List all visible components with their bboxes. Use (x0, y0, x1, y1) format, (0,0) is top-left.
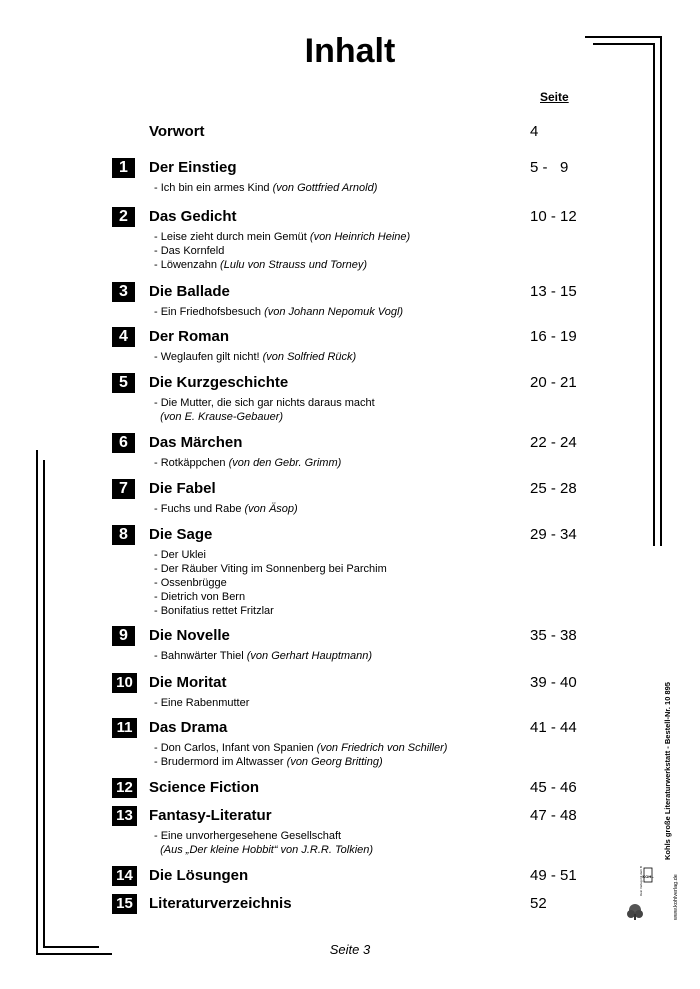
chapter-subentries (154, 741, 447, 769)
chapter-pages: 20 - 21 (530, 374, 577, 391)
chapter-title: Der Roman (149, 328, 230, 345)
chapter-pages: 10 - 12 (530, 208, 577, 225)
chapter-number-badge: 3 (112, 282, 135, 302)
chapter-title: Literaturverzeichnis (149, 895, 292, 912)
sub-entry-text: - Leise zieht durch mein Gemüt (154, 231, 310, 243)
sub-entry-author: (von Gottfried Arnold) (272, 182, 378, 194)
chapter-title: Vorwort (149, 123, 205, 140)
sub-entry (154, 350, 356, 364)
frame-right-line-outer (660, 36, 662, 546)
sub-entry-text: - Ossenbrügge (154, 577, 227, 589)
sub-entry (154, 456, 341, 470)
chapter-title: Die Novelle (149, 627, 230, 644)
sub-entry-text: - Der Uklei (154, 549, 206, 561)
chapter-pages: 25 - 28 (530, 480, 577, 497)
sub-entry-text: - Don Carlos, Infant von Spanien (154, 742, 317, 754)
tree-icon (624, 866, 654, 920)
chapter-number-badge: 14 (112, 866, 137, 886)
chapter-pages: 35 - 38 (530, 627, 577, 644)
sub-entry-text: - Ich bin ein armes Kind (154, 182, 273, 194)
sub-entry-text: - Löwenzahn (154, 259, 221, 271)
publisher-name: KOHL (642, 874, 654, 879)
chapter-title: Die Ballade (149, 283, 230, 300)
sub-entry-author: (von den Gebr. Grimm) (228, 457, 342, 469)
chapter-title: Die Lösungen (149, 867, 249, 884)
chapter-number-badge: 8 (112, 525, 135, 545)
sub-entry (154, 230, 410, 244)
sub-entry (154, 410, 375, 424)
page-footer: Seite 3 (329, 942, 371, 957)
chapter-title: Fantasy-Literatur (149, 807, 272, 824)
sub-entry-text: - Dietrich von Bern (154, 591, 246, 603)
chapter-title: Die Kurzgeschichte (149, 374, 289, 391)
sub-entry-author: (Lulu von Strauss und Torney) (220, 259, 367, 271)
sub-entry-text: - Eine Rabenmutter (154, 697, 250, 709)
chapter-subentries (154, 502, 298, 516)
sub-entry (154, 562, 387, 576)
chapter-subentries (154, 649, 372, 663)
chapter-title: Die Fabel (149, 480, 216, 497)
sub-entry-text: - Weglaufen gilt nicht! (154, 351, 263, 363)
frame-right-line-inner (653, 43, 655, 546)
frame-left-line-inner (43, 460, 45, 948)
page-column-header: Seite (540, 90, 569, 104)
chapter-pages: 45 - 46 (530, 779, 577, 796)
publisher-tagline: Dein Verlag mit dem Baum (639, 866, 643, 896)
sub-entry (154, 696, 249, 710)
chapter-number-badge: 6 (112, 433, 135, 453)
chapter-pages: 4 (530, 123, 539, 140)
chapter-pages: 47 - 48 (530, 807, 577, 824)
chapter-pages: 5 - 9 (530, 159, 569, 176)
chapter-pages: 16 - 19 (530, 328, 577, 345)
sub-entry (154, 590, 387, 604)
sub-entry (154, 829, 373, 843)
sub-entry (154, 305, 403, 319)
chapter-number-badge: 11 (112, 718, 137, 738)
sub-entry-text: - Das Kornfeld (154, 245, 225, 257)
sub-entry-author: (von Heinrich Heine) (309, 231, 411, 243)
sub-entry (154, 843, 373, 857)
publisher-logo (624, 866, 654, 925)
sub-entry (154, 502, 298, 516)
sub-entry-text: - Rotkäppchen (154, 457, 229, 469)
sub-entry-author: (von E. Krause-Gebauer) (160, 411, 284, 423)
chapter-number-badge: 5 (112, 373, 135, 393)
sub-entry-text: - Fuchs und Rabe (154, 503, 245, 515)
sub-entry-text: - Brudermord im Altwasser (154, 756, 287, 768)
sub-entry-author: (von Äsop) (244, 503, 298, 515)
chapter-subentries (154, 548, 387, 618)
chapter-pages: 29 - 34 (530, 526, 577, 543)
sub-entry-author: (Aus „Der kleine Hobbit“ von J.R.R. Tolkien) (160, 844, 374, 856)
chapter-subentries (154, 350, 356, 364)
chapter-number-badge: 2 (112, 207, 135, 227)
sub-entry-author: (von Solfried Rück) (262, 351, 357, 363)
sub-entry-text: - Bonifatius rettet Fritzlar (154, 605, 274, 617)
chapter-number-badge: 12 (112, 778, 137, 798)
chapter-title: Der Einstieg (149, 159, 237, 176)
chapter-subentries (154, 181, 377, 195)
frame-left-line-outer (36, 450, 38, 955)
sub-entry (154, 181, 377, 195)
chapter-number-badge: 10 (112, 673, 137, 693)
sub-entry (154, 741, 447, 755)
chapter-pages: 41 - 44 (530, 719, 577, 736)
sub-entry-author: (von Johann Nepomuk Vogl) (264, 306, 404, 318)
chapter-title: Die Moritat (149, 674, 227, 691)
chapter-pages: 13 - 15 (530, 283, 577, 300)
sub-entry (154, 244, 410, 258)
chapter-number-badge: 4 (112, 327, 135, 347)
chapter-title: Das Märchen (149, 434, 243, 451)
chapter-number-badge: 15 (112, 894, 137, 914)
chapter-number-badge: 13 (112, 806, 137, 826)
side-order-number: Kohls große Literaturwerkstatt - Bestell-Nr. 10 895 (663, 682, 672, 860)
chapter-subentries (154, 696, 249, 710)
chapter-subentries (154, 305, 403, 319)
sub-entry-author: (von Friedrich von Schiller) (316, 742, 448, 754)
chapter-title: Science Fiction (149, 779, 260, 796)
sub-entry (154, 604, 387, 618)
chapter-pages: 22 - 24 (530, 434, 577, 451)
chapter-number-badge: 7 (112, 479, 135, 499)
chapter-title: Das Gedicht (149, 208, 237, 225)
sub-entry-text: - Ein Friedhofsbesuch (154, 306, 265, 318)
sub-entry-text: - Der Räuber Viting im Sonnenberg bei Parchim (154, 563, 387, 575)
chapter-title: Das Drama (149, 719, 228, 736)
sub-entry (154, 548, 387, 562)
sub-entry-text: - Bahnwärter Thiel (154, 650, 247, 662)
sub-entry (154, 396, 375, 410)
sub-entry-text: - Die Mutter, die sich gar nichts daraus macht (154, 397, 375, 409)
sub-entry-author: (von Gerhart Hauptmann) (246, 650, 373, 662)
sub-entry-author: (von Georg Britting) (286, 756, 383, 768)
sub-entry-text: - Eine unvorhergesehene Gesellschaft (154, 830, 342, 842)
chapter-title: Die Sage (149, 526, 213, 543)
sub-entry (154, 258, 410, 272)
chapter-pages: 39 - 40 (530, 674, 577, 691)
chapter-subentries (154, 230, 410, 272)
chapter-subentries (154, 396, 375, 424)
chapter-pages: 52 (530, 895, 547, 912)
page-title: Inhalt (304, 32, 396, 70)
publisher-url: www.kohlverlag.de (673, 874, 679, 920)
chapter-number-badge: 1 (112, 158, 135, 178)
sub-entry (154, 649, 372, 663)
chapter-pages: 49 - 51 (530, 867, 577, 884)
chapter-subentries (154, 829, 373, 857)
chapter-subentries (154, 456, 341, 470)
sub-entry (154, 576, 387, 590)
sub-entry (154, 755, 447, 769)
chapter-number-badge: 9 (112, 626, 135, 646)
